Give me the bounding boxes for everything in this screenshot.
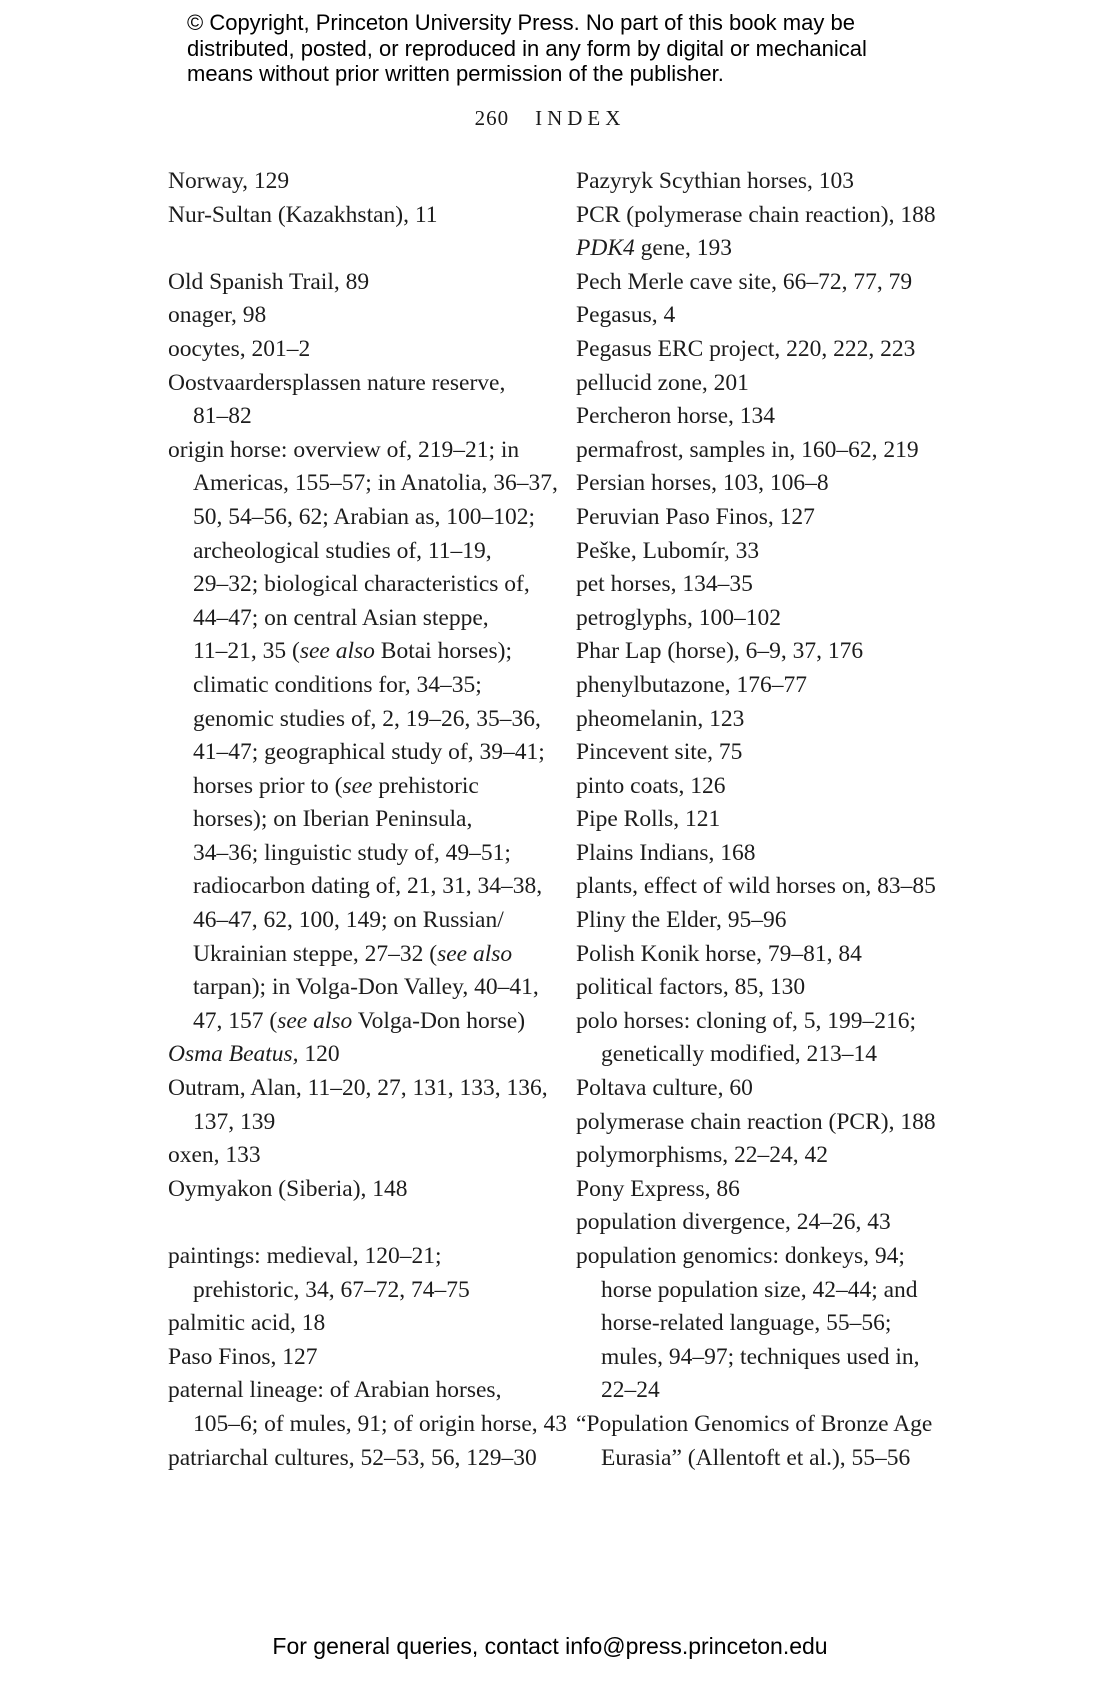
index-entry-line: pheomelanin, 123 bbox=[576, 705, 745, 732]
copyright-line: © Copyright, Princeton University Press. No part of this book may be bbox=[187, 10, 855, 35]
index-entry-line: 47, 157 (see also Volga-Don horse) bbox=[193, 1007, 526, 1034]
index-entry-line: Pipe Rolls, 121 bbox=[576, 806, 721, 833]
index-entry-line: Plains Indians, 168 bbox=[576, 839, 756, 866]
index-entry-line: Pegasus ERC project, 220, 222, 223 bbox=[576, 335, 916, 362]
index-entry-line: Oymyakon (Siberia), 148 bbox=[168, 1175, 408, 1202]
copyright-line: means without prior written permission of the publisher. bbox=[187, 61, 724, 86]
index-entry-line: Persian horses, 103, 106–8 bbox=[576, 470, 829, 497]
index-entry-line: genetically modified, 213–14 bbox=[601, 1041, 878, 1068]
index-entry-line: mules, 94–97; techniques used in, bbox=[601, 1343, 920, 1370]
index-entry-line: 46–47, 62, 100, 149; on Russian/ bbox=[193, 907, 504, 934]
index-entry-line: pet horses, 134–35 bbox=[576, 571, 753, 598]
index-entry-line: population divergence, 24–26, 43 bbox=[576, 1209, 891, 1236]
index-entry-line: Poltava culture, 60 bbox=[576, 1075, 753, 1102]
page-header bbox=[0, 106, 1100, 131]
index-entry-line: Oostvaardersplassen nature reserve, bbox=[168, 369, 506, 396]
index-column-right bbox=[576, 165, 996, 1475]
index-entry-line: Osma Beatus, 120 bbox=[168, 1041, 340, 1068]
index-entry-line: oxen, 133 bbox=[168, 1142, 261, 1169]
index-entry-line: polymorphisms, 22–24, 42 bbox=[576, 1142, 828, 1169]
index-entry-line: Percheron horse, 134 bbox=[576, 403, 776, 430]
section-title: INDEX bbox=[535, 106, 626, 130]
index-entry-line: palmitic acid, 18 bbox=[168, 1310, 326, 1337]
copyright-line: distributed, posted, or reproduced in any form by digital or mechanical bbox=[187, 35, 867, 61]
index-entry-line: “Population Genomics of Bronze Age bbox=[576, 1410, 933, 1437]
index-entry-line: 41–47; geographical study of, 39–41; bbox=[193, 739, 545, 766]
index-entry-line: oocytes, 201–2 bbox=[168, 335, 311, 362]
index-entry-line: paintings: medieval, 120–21; bbox=[168, 1243, 442, 1269]
index-entry-line: prehistoric, 34, 67–72, 74–75 bbox=[193, 1276, 470, 1303]
index-entry-line: Outram, Alan, 11–20, 27, 131, 133, 136, bbox=[168, 1075, 548, 1102]
index-entry-line: Peške, Lubomír, 33 bbox=[576, 537, 760, 564]
index-entry-line: genomic studies of, 2, 19–26, 35–36, bbox=[193, 705, 541, 732]
index-entry-line: Paso Finos, 127 bbox=[168, 1343, 318, 1370]
index-entry-line: 81–82 bbox=[193, 403, 252, 430]
index-entry-line: origin horse: overview of, 219–21; in bbox=[168, 436, 520, 463]
index-entry-line: tarpan); in Volga-Don Valley, 40–41, bbox=[193, 974, 539, 1001]
index-entry-line: political factors, 85, 130 bbox=[576, 974, 806, 1001]
index-entry-line: Pech Merle cave site, 66–72, 77, 79 bbox=[576, 268, 913, 295]
index-entry-line: radiocarbon dating of, 21, 31, 34–38, bbox=[193, 873, 543, 900]
index-entry-line: polo horses: cloning of, 5, 199–216; bbox=[576, 1007, 917, 1034]
index-entry-line: 44–47; on central Asian steppe, bbox=[193, 604, 489, 631]
index-entry-line: Nur-Sultan (Kazakhstan), 11 bbox=[168, 201, 438, 228]
index-entry-line: horse population size, 42–44; and bbox=[601, 1276, 918, 1303]
index-entry-line: Old Spanish Trail, 89 bbox=[168, 268, 370, 295]
index-entry-line: Pegasus, 4 bbox=[576, 302, 676, 329]
index-entry-line: Pincevent site, 75 bbox=[576, 739, 743, 766]
index-entry-line: polymerase chain reaction (PCR), 188 bbox=[576, 1108, 936, 1135]
index-entry-line: archeological studies of, 11–19, bbox=[193, 537, 492, 564]
index-entry-line: 105–6; of mules, 91; of origin horse, 43 bbox=[193, 1410, 568, 1437]
index-entry-line: Phar Lap (horse), 6–9, 37, 176 bbox=[576, 638, 864, 665]
index-entry-line: PDK4 gene, 193 bbox=[576, 235, 732, 262]
index-entry-line: population genomics: donkeys, 94; bbox=[576, 1243, 905, 1269]
index-entry-line: horses); on Iberian Peninsula, bbox=[193, 806, 473, 833]
index-entry-line: Pliny the Elder, 95–96 bbox=[576, 907, 787, 934]
index-entry-line: horse-related language, 55–56; bbox=[601, 1310, 892, 1337]
index-entry-line: patriarchal cultures, 52–53, 56, 129–30 bbox=[168, 1444, 537, 1471]
index-entry-line: paternal lineage: of Arabian horses, bbox=[168, 1377, 502, 1404]
index-entry-line: 34–36; linguistic study of, 49–51; bbox=[193, 839, 511, 866]
index-entry-line: PCR (polymerase chain reaction), 188 bbox=[576, 201, 936, 228]
index-entry-line: permafrost, samples in, 160–62, 219 bbox=[576, 436, 919, 463]
index-entry-line: plants, effect of wild horses on, 83–85 bbox=[576, 873, 936, 900]
index-entry-line: horses prior to (see prehistoric bbox=[193, 772, 479, 799]
index-entry-line: pinto coats, 126 bbox=[576, 772, 726, 799]
index-entry-line: 50, 54–56, 62; Arabian as, 100–102; bbox=[193, 503, 536, 530]
index-entry-line: Eurasia” (Allentoft et al.), 55–56 bbox=[601, 1444, 911, 1471]
index-entry-line: Pazyryk Scythian horses, 103 bbox=[576, 168, 855, 194]
index-entry-line: 29–32; biological characteristics of, bbox=[193, 571, 530, 598]
index-entry-line: Polish Konik horse, 79–81, 84 bbox=[576, 940, 862, 967]
index-entry-line: Norway, 129 bbox=[168, 168, 290, 194]
index-entry-line: 137, 139 bbox=[193, 1108, 276, 1135]
index-entry-line: climatic conditions for, 34–35; bbox=[193, 671, 482, 698]
index-entry-line: 11–21, 35 (see also Botai horses); bbox=[193, 638, 512, 665]
index-column-left bbox=[168, 165, 572, 1475]
index-entry-line: pellucid zone, 201 bbox=[576, 369, 749, 396]
index-entry-line: Peruvian Paso Finos, 127 bbox=[576, 503, 815, 530]
copyright-notice bbox=[187, 10, 867, 87]
footer-contact: For general queries, contact info@press.princeton.edu bbox=[272, 1633, 828, 1659]
index-entry-line: Americas, 155–57; in Anatolia, 36–37, bbox=[193, 470, 558, 497]
page-number: 260 bbox=[474, 106, 510, 130]
index-entry-line: 22–24 bbox=[601, 1377, 660, 1404]
index-entry-line: Ukrainian steppe, 27–32 (see also bbox=[193, 940, 513, 967]
index-entry-line: Pony Express, 86 bbox=[576, 1175, 740, 1202]
index-entry-line: petroglyphs, 100–102 bbox=[576, 604, 781, 631]
index-entry-line: onager, 98 bbox=[168, 302, 267, 329]
index-entry-line: phenylbutazone, 176–77 bbox=[576, 671, 808, 698]
